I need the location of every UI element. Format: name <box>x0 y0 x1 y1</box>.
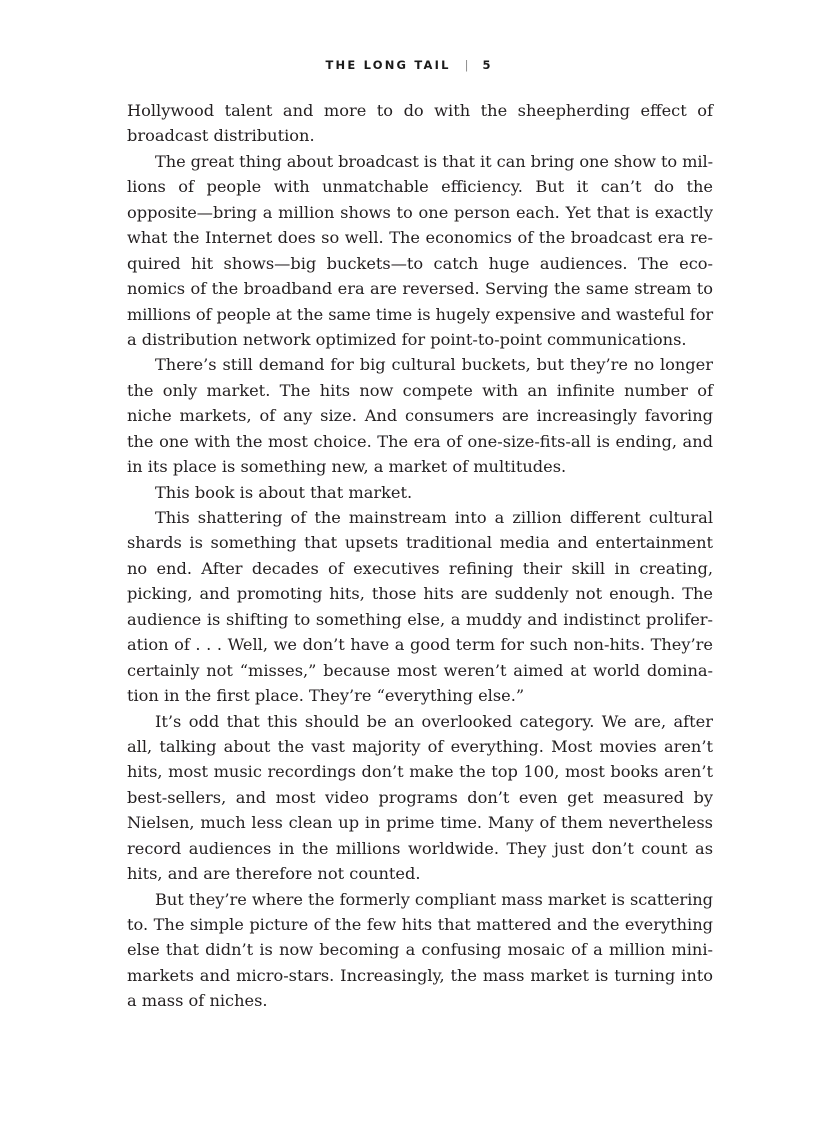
text-line: to. The simple picture of the few hits that mattered and the everything <box>127 915 713 934</box>
page-number: 5 <box>482 58 491 72</box>
paragraph <box>127 887 713 1014</box>
text-line: opposite—bring a million shows to one person each. Yet that is exactly <box>127 202 713 222</box>
text-line: what the Internet does so well. The economics of the broadcast era re- <box>127 228 713 248</box>
text-line: There’s still demand for big cultural buckets, but they’re no longer <box>155 355 713 375</box>
text-line: Nielsen, much less clean up in prime time. Many of them nevertheless <box>127 813 713 833</box>
text-line: Hollywood talent and more to do with the sheepherding effect of <box>127 101 713 120</box>
running-head-separator: | <box>464 58 469 72</box>
running-head-title: THE LONG TAIL <box>325 58 451 72</box>
text-line: shards is something that upsets traditional media and entertainment <box>127 533 713 553</box>
paragraph <box>127 709 713 887</box>
text-line: But they’re where the formerly compliant mass market is scattering <box>155 889 714 909</box>
text-line: all, talking about the vast majority of everything. Most movies aren’t <box>127 736 713 756</box>
text-line: ation of . . . Well, we don’t have a good term for such non-hits. They’re <box>127 635 713 655</box>
text-line: quired hit shows—big buckets—to catch huge audiences. The eco- <box>127 253 713 273</box>
paragraph <box>127 352 713 479</box>
text-line: the one with the most choice. The era of one-size-fits-all is ending, and <box>127 431 713 451</box>
text-line: certainly not “misses,” because most weren’t aimed at world domina- <box>127 660 713 680</box>
paragraph <box>127 149 713 353</box>
paragraph <box>127 480 713 505</box>
text-line: markets and micro-stars. Increasingly, the mass market is turning into <box>127 965 713 985</box>
text-line: no end. After decades of executives refining their skill in creating, <box>127 558 713 578</box>
text-line: in its place is something new, a market of multitudes. <box>127 457 567 477</box>
text-line: The great thing about broadcast is that it can bring one show to mil- <box>155 151 714 171</box>
text-line: nomics of the broadband era are reversed. Serving the same stream to <box>127 279 713 299</box>
text-line: picking, and promoting hits, those hits are suddenly not enough. The <box>127 584 713 604</box>
text-line: else that didn’t is now becoming a confusing mosaic of a million mini- <box>127 940 713 960</box>
text-line: niche markets, of any size. And consumers are increasingly favoring <box>127 406 713 426</box>
body-text <box>127 98 713 1014</box>
paragraph <box>127 505 713 709</box>
text-line: It’s odd that this should be an overlooked category. We are, after <box>155 711 713 731</box>
text-line: a distribution network optimized for point-to-point communications. <box>127 329 687 349</box>
text-line: the only market. The hits now compete with an infinite number of <box>127 380 713 400</box>
text-line: record audiences in the millions worldwide. They just don’t count as <box>127 838 713 858</box>
text-line: This shattering of the mainstream into a zillion different cultural <box>155 508 713 527</box>
running-head <box>0 58 816 72</box>
text-line: a mass of niches. <box>127 991 268 1011</box>
text-line: best-sellers, and most video programs don’t even get measured by <box>127 787 713 807</box>
paragraph <box>127 98 713 149</box>
text-line: hits, and are therefore not counted. <box>127 864 421 884</box>
text-line: lions of people with unmatchable efficiency. But it can’t do the <box>127 177 713 197</box>
text-line: hits, most music recordings don’t make the top 100, most books aren’t <box>127 762 713 782</box>
text-line: tion in the first place. They’re “everything else.” <box>127 686 525 706</box>
text-line: broadcast distribution. <box>127 126 315 146</box>
text-line: audience is shifting to something else, a muddy and indistinct prolifer- <box>127 609 713 629</box>
text-line: This book is about that market. <box>155 482 413 502</box>
text-line: millions of people at the same time is hugely expensive and wasteful for <box>127 304 714 324</box>
